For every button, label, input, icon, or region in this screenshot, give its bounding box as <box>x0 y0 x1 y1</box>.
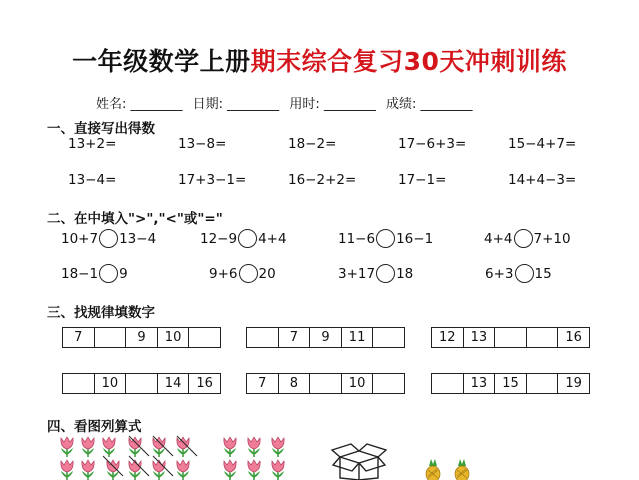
title-red: 期末综合复习30天冲刺训练 <box>250 47 567 76</box>
answer-circle[interactable] <box>515 264 534 283</box>
flower-group-left-icon <box>55 432 205 480</box>
problem: 13−4= <box>68 172 117 188</box>
compare-item <box>209 264 276 283</box>
info-score: 成绩: ________ <box>385 97 473 112</box>
problem: 13+2= <box>68 136 117 152</box>
answer-circle[interactable] <box>376 229 395 248</box>
sequence-cell[interactable] <box>94 327 127 348</box>
sequence-row <box>246 327 405 348</box>
sequence-cell[interactable]: 10 <box>94 373 127 394</box>
compare-item <box>200 229 287 248</box>
compare-item <box>338 264 413 283</box>
compare-item <box>484 229 571 248</box>
problem: 15−4+7= <box>508 136 577 152</box>
sequence-cell[interactable] <box>526 327 559 348</box>
sequence-cell[interactable] <box>526 373 559 394</box>
sequence-cell[interactable]: 13 <box>463 327 496 348</box>
compare-item <box>338 229 433 248</box>
compare-right: 16−1 <box>396 230 434 247</box>
problem: 13−8= <box>178 136 227 152</box>
sequence-cell[interactable] <box>246 327 279 348</box>
section2-heading: 二、在中填入">","<"或"=" <box>47 211 223 227</box>
compare-left: 11−6 <box>338 230 376 247</box>
sequence-cell[interactable]: 16 <box>557 327 590 348</box>
sequence-cell[interactable]: 7 <box>278 327 311 348</box>
answer-circle[interactable] <box>514 229 533 248</box>
sequence-row <box>62 327 221 348</box>
answer-circle[interactable] <box>376 264 395 283</box>
pineapple-icon <box>418 459 478 480</box>
sequence-row <box>431 327 590 348</box>
sequence-cell[interactable] <box>125 373 158 394</box>
info-name: 姓名: ________ <box>96 97 183 112</box>
problem: 17+3−1= <box>178 172 247 188</box>
student-info <box>96 93 478 112</box>
sequence-cell[interactable] <box>372 327 405 348</box>
info-date: 日期: ________ <box>192 97 280 112</box>
page-title <box>0 42 639 78</box>
compare-left: 10+7 <box>61 230 99 247</box>
sequence-cell[interactable]: 15 <box>494 373 527 394</box>
sequence-cell[interactable] <box>309 373 342 394</box>
compare-right: 20 <box>258 265 276 282</box>
sequence-cell[interactable] <box>372 373 405 394</box>
sequence-cell[interactable]: 8 <box>278 373 311 394</box>
sequence-cell[interactable]: 13 <box>463 373 496 394</box>
section3-heading: 三、找规律填数字 <box>47 305 155 321</box>
compare-left: 18−1 <box>61 265 99 282</box>
sequence-row <box>62 373 221 394</box>
box-icon <box>330 441 388 480</box>
problem: 17−6+3= <box>398 136 467 152</box>
sequence-cell[interactable]: 16 <box>188 373 221 394</box>
compare-left: 6+3 <box>485 265 514 282</box>
sequence-cell[interactable] <box>431 373 464 394</box>
sequence-cell[interactable] <box>188 327 221 348</box>
compare-right: 9 <box>119 265 128 282</box>
sequence-row <box>246 373 405 394</box>
compare-item <box>485 264 552 283</box>
compare-right: 7+10 <box>533 230 571 247</box>
compare-left: 3+17 <box>338 265 376 282</box>
sequence-cell[interactable]: 10 <box>341 373 374 394</box>
sequence-cell[interactable] <box>494 327 527 348</box>
sequence-cell[interactable] <box>62 373 95 394</box>
sequence-cell[interactable]: 10 <box>157 327 190 348</box>
compare-right: 4+4 <box>258 230 287 247</box>
problem: 18−2= <box>288 136 337 152</box>
section1-heading: 一、直接写出得数 <box>47 121 155 137</box>
section4-heading: 四、看图列算式 <box>47 419 142 435</box>
sequence-cell[interactable]: 19 <box>557 373 590 394</box>
title-black: 一年级数学上册 <box>72 47 251 76</box>
compare-right: 15 <box>534 265 552 282</box>
answer-circle[interactable] <box>99 264 118 283</box>
answer-circle[interactable] <box>239 264 258 283</box>
answer-circle[interactable] <box>238 229 257 248</box>
info-time: 用时: ________ <box>289 97 376 112</box>
sequence-cell[interactable]: 12 <box>431 327 464 348</box>
sequence-cell[interactable]: 14 <box>157 373 190 394</box>
compare-item <box>61 229 156 248</box>
sequence-cell[interactable]: 7 <box>62 327 95 348</box>
flower-group-right-icon <box>218 432 290 480</box>
sequence-cell[interactable]: 7 <box>246 373 279 394</box>
compare-left: 12−9 <box>200 230 238 247</box>
compare-left: 4+4 <box>484 230 513 247</box>
answer-circle[interactable] <box>99 229 118 248</box>
sequence-cell[interactable]: 11 <box>341 327 374 348</box>
problem: 14+4−3= <box>508 172 577 188</box>
problem: 16−2+2= <box>288 172 357 188</box>
compare-item <box>61 264 128 283</box>
compare-left: 9+6 <box>209 265 238 282</box>
sequence-cell[interactable]: 9 <box>309 327 342 348</box>
compare-right: 18 <box>396 265 414 282</box>
problem: 17−1= <box>398 172 447 188</box>
sequence-row <box>431 373 590 394</box>
compare-right: 13−4 <box>119 230 157 247</box>
sequence-cell[interactable]: 9 <box>125 327 158 348</box>
